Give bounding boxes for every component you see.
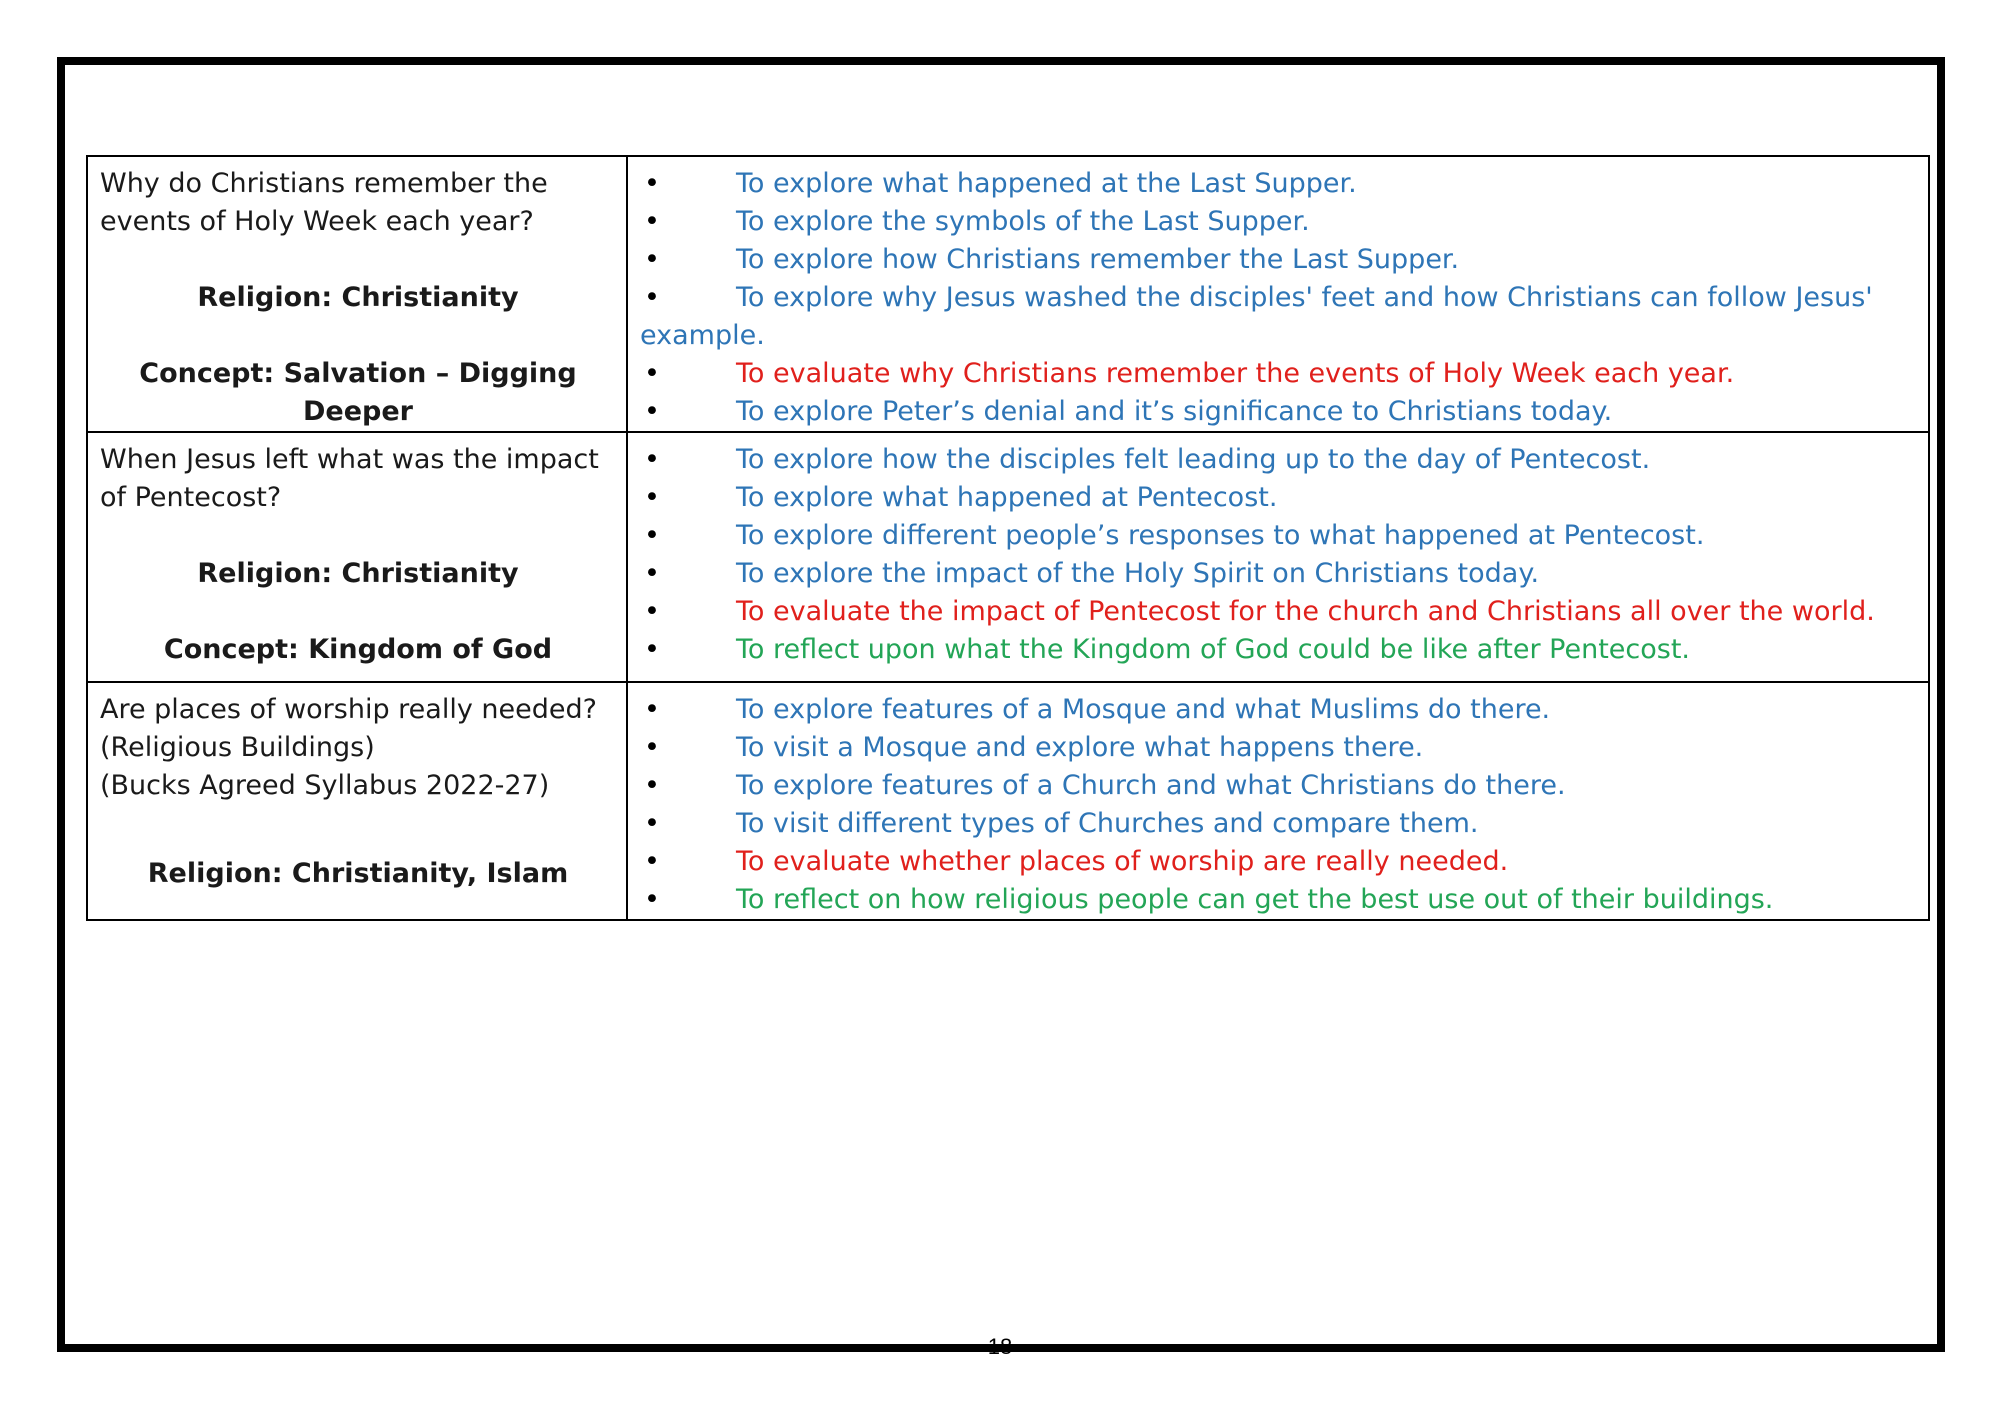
religion-label: Religion: Christianity, Islam xyxy=(147,858,569,889)
list-item: • To explore what happened at the Last Supper. xyxy=(640,165,1918,203)
bullet: • xyxy=(644,444,660,475)
objectives-list xyxy=(640,691,1918,919)
bullet: • xyxy=(644,520,660,551)
bullet: • xyxy=(644,732,660,763)
list-item: • To explore how the disciples felt leading up to the day of Pentecost. xyxy=(640,441,1918,479)
list-item: • To explore Peter’s denial and it’s significance to Christians today. xyxy=(640,393,1918,431)
list-item: • To explore different people’s responses to what happened at Pentecost. xyxy=(640,517,1918,555)
bullet: • xyxy=(644,634,660,665)
objectives-list xyxy=(640,165,1918,431)
objectives-cell xyxy=(627,682,1929,920)
unit-info-cell xyxy=(87,682,627,920)
bullet: • xyxy=(644,846,660,877)
unit-info-cell xyxy=(87,156,627,432)
bullet: • xyxy=(644,244,660,275)
concept-label: Concept: Salvation – Digging Deeper xyxy=(139,358,577,427)
list-item: • To reflect on how religious people can get the best use out of their buildings. xyxy=(640,881,1918,919)
list-item-continuation: example. xyxy=(640,320,765,351)
unit-question: When Jesus left what was the impact of Pentecost? xyxy=(100,444,599,513)
list-item: • To explore why Jesus washed the disciples' feet and how Christians can follow Jesus' xyxy=(640,279,1918,317)
syllabus-note: (Bucks Agreed Syllabus 2022-27) xyxy=(100,770,550,801)
table-row xyxy=(87,156,1929,432)
list-item: • To explore the symbols of the Last Supper. xyxy=(640,203,1918,241)
list-item: • To explore the impact of the Holy Spirit on Christians today. xyxy=(640,555,1918,593)
bullet: • xyxy=(644,358,660,389)
bullet: • xyxy=(644,596,660,627)
bullet: • xyxy=(644,396,660,427)
list-item: • To evaluate why Christians remember the events of Holy Week each year. xyxy=(640,355,1918,393)
list-item: • To evaluate the impact of Pentecost for the church and Christians all over the world. xyxy=(640,593,1918,631)
list-item: • To explore features of a Church and what Christians do there. xyxy=(640,767,1918,805)
unit-plan-table xyxy=(86,155,1930,921)
unit-subtitle: (Religious Buildings) xyxy=(100,732,375,763)
list-item: • To explore how Christians remember the Last Supper. xyxy=(640,241,1918,279)
unit-question: Are places of worship really needed? xyxy=(100,694,597,725)
bullet: • xyxy=(644,808,660,839)
religion-label: Religion: Christianity xyxy=(197,282,519,313)
list-item: • To explore what happened at Pentecost. xyxy=(640,479,1918,517)
bullet: • xyxy=(644,282,660,313)
list-item: • To visit a Mosque and explore what happens there. xyxy=(640,729,1918,767)
bullet: • xyxy=(644,694,660,725)
bullet: • xyxy=(644,168,660,199)
page-number: 18 xyxy=(987,1334,1013,1359)
list-item: • To visit different types of Churches and compare them. xyxy=(640,805,1918,843)
objectives-cell xyxy=(627,156,1929,432)
concept-label: Concept: Kingdom of God xyxy=(163,634,553,665)
bullet: • xyxy=(644,884,660,915)
bullet: • xyxy=(644,558,660,589)
unit-info-cell xyxy=(87,432,627,682)
bullet: • xyxy=(644,770,660,801)
table-row xyxy=(87,682,1929,920)
list-item: • To explore features of a Mosque and what Muslims do there. xyxy=(640,691,1918,729)
objectives-list xyxy=(640,441,1918,669)
unit-question: Why do Christians remember the events of Holy Week each year? xyxy=(100,168,548,237)
list-item: • To reflect upon what the Kingdom of God could be like after Pentecost. xyxy=(640,631,1918,669)
religion-label: Religion: Christianity xyxy=(197,558,519,589)
objectives-cell xyxy=(627,432,1929,682)
table-row xyxy=(87,432,1929,682)
bullet: • xyxy=(644,482,660,513)
bullet: • xyxy=(644,206,660,237)
list-item: • To evaluate whether places of worship are really needed. xyxy=(640,843,1918,881)
